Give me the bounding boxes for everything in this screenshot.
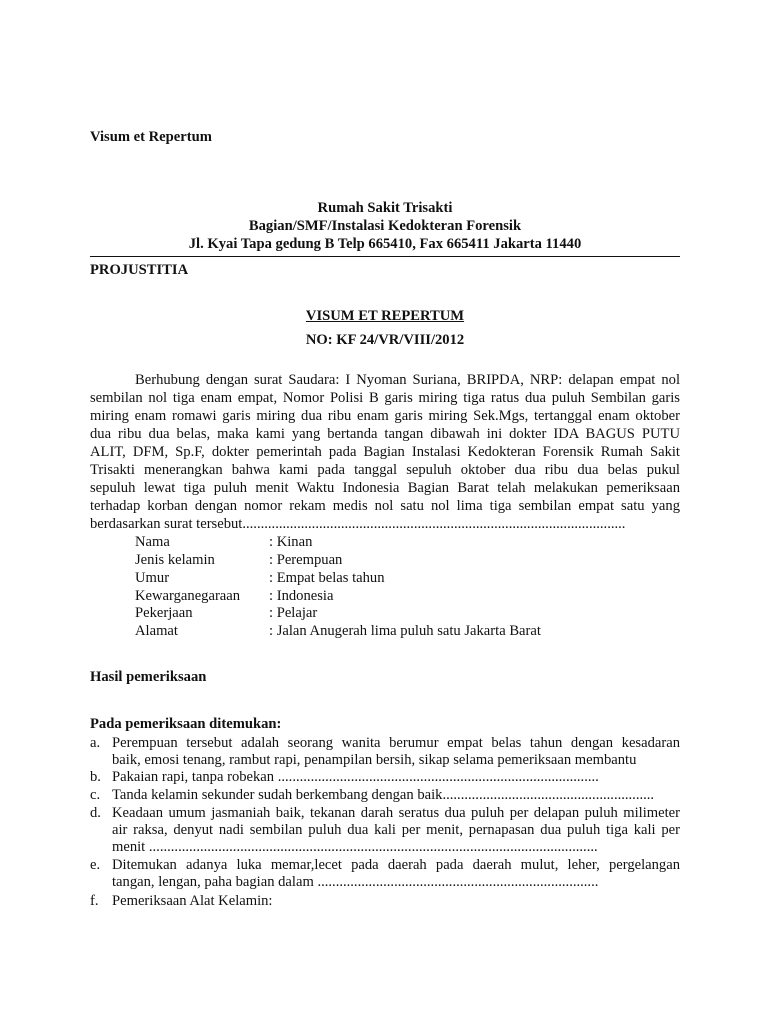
finding-letter: d. <box>90 805 101 821</box>
intro-line-3 <box>90 408 680 425</box>
department-name: Bagian/SMF/Instalasi Kedokteran Forensik <box>248 218 522 234</box>
finding-text <box>112 857 680 891</box>
projustitia-label: PROJUSTITIA <box>90 262 189 278</box>
finding-line: baik, emosi tenang, rambut rapi, penampilan bersih, sikap selama pemeriksaan membantu <box>112 752 637 768</box>
intro-line-text: Berhubung dengan surat Saudara: I Nyoman Suriana, BRIPDA, NRP: delapan empat nol <box>135 372 680 388</box>
intro-line-9: berdasarkan surat tersebut......................................................................................................... <box>90 516 626 532</box>
finding-line: Pemeriksaan Alat Kelamin: <box>112 893 273 909</box>
finding-line: Tanda kelamin sekunder sudah berkembang dengan baik.......................................................... <box>112 787 655 803</box>
intro-line-text: ALIT, DFM, Sp.F, dokter pemerintah pada Bagian Instalasi Kedokteran Forensik Rumah Sakit <box>90 444 680 460</box>
identity-label: Kewarganegaraan <box>135 588 241 604</box>
intro-line-text: dua ribu dua belas, maka kami yang bertanda tangan dibawah ini dokter IDA BAGUS PUTU <box>90 426 680 442</box>
hasil-heading: Hasil pemeriksaan <box>90 669 207 685</box>
findings-heading: Pada pemeriksaan ditemukan: <box>90 716 282 732</box>
hospital-name: Rumah Sakit Trisakti <box>317 200 453 216</box>
finding-line: menit ........................................................................................................................... <box>112 839 598 855</box>
finding-text <box>112 805 680 856</box>
intro-line-text: terhadap korban dengan nomor rekam medis nol satu nol lima tiga sembilan empat satu yang <box>90 498 680 514</box>
identity-label: Pekerjaan <box>135 605 193 621</box>
finding-letter: f. <box>90 893 99 909</box>
intro-line-text: sepuluh lewat tiga puluh menit Waktu Indonesia Bagian Barat telah melakukan pemeriksaan <box>90 480 680 496</box>
intro-line-4 <box>90 426 680 443</box>
intro-line-6 <box>90 462 680 479</box>
finding-letter: b. <box>90 769 101 785</box>
finding-letter: e. <box>90 857 101 873</box>
intro-line-7 <box>90 480 680 497</box>
hospital-address: Jl. Kyai Tapa gedung B Telp 665410, Fax 665411 Jakarta 11440 <box>188 236 582 252</box>
finding-letter: a. <box>90 735 101 751</box>
identity-value: : Pelajar <box>269 605 318 621</box>
identity-value: : Empat belas tahun <box>269 570 385 586</box>
intro-line-5 <box>90 444 680 461</box>
finding-line: tangan, lengan, paha bagian dalam ............................................................................. <box>112 874 599 890</box>
finding-letter: c. <box>90 787 101 803</box>
identity-value: : Indonesia <box>269 588 334 604</box>
identity-value: : Perempuan <box>269 552 343 568</box>
visum-heading <box>90 308 680 325</box>
intro-line-text: Trisakti menerangkan bahwa kami pada tanggal sepuluh oktober dua ribu dua belas pukul <box>90 462 680 478</box>
finding-line: Ditemukan adanya luka memar,lecet pada daerah pada daerah mulut, leher, pergelangan <box>112 857 680 873</box>
visum-number: NO: KF 24/VR/VIII/2012 <box>305 332 465 348</box>
finding-line: Pakaian rapi, tanpa robekan ........................................................................................ <box>112 769 599 785</box>
finding-line: air raksa, denyut nadi sembilan puluh dua kali per menit, pernapasan dua puluh tiga kali per <box>112 822 680 838</box>
visum-heading-text: VISUM ET REPERTUM <box>305 308 465 324</box>
header-divider <box>90 256 680 257</box>
identity-label: Umur <box>135 570 170 586</box>
finding-line: Keadaan umum jasmaniah baik, tekanan darah seratus dua puluh per delapan puluh milimeter <box>112 805 680 821</box>
intro-line-8 <box>90 498 680 515</box>
intro-line-text: miring enam romawi garis miring dua ribu enam garis miring Sek.Mgs, tertanggal enam oktober <box>90 408 680 424</box>
intro-line-text: sembilan nol tiga enam empat, Nomor Polisi B garis miring tiga ratus dua puluh Sembilan garis <box>90 390 680 406</box>
finding-text <box>112 735 680 769</box>
identity-label: Alamat <box>135 623 178 639</box>
intro-line-2 <box>90 390 680 407</box>
finding-line: Perempuan tersebut adalah seorang wanita berumur empat belas tahun dengan kesadaran <box>112 735 680 751</box>
intro-line-1 <box>135 372 680 389</box>
identity-value: : Kinan <box>269 534 313 550</box>
identity-label: Nama <box>135 534 170 550</box>
identity-value: : Jalan Anugerah lima puluh satu Jakarta Barat <box>269 623 541 639</box>
doc-title: Visum et Repertum <box>90 129 212 145</box>
identity-label: Jenis kelamin <box>135 552 215 568</box>
